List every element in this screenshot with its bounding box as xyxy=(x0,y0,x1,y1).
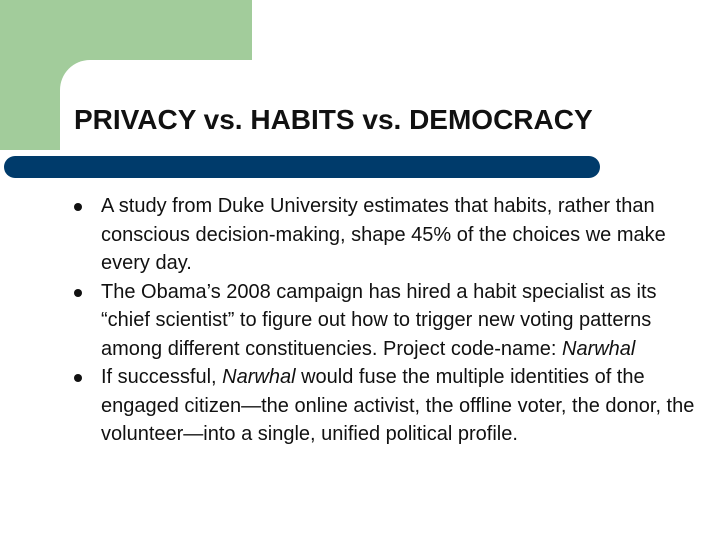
project-codename: Narwhal xyxy=(562,337,636,360)
bullet-text: would fuse the multiple identities of the engaged citizen—the online activist, the offline voter, the donor, the volunteer—into a single, unified political profile. xyxy=(101,366,695,445)
title-underline-bar xyxy=(4,156,600,178)
bullet-item xyxy=(74,278,704,364)
slide-title: PRIVACY vs. HABITS vs. DEMOCRACY xyxy=(74,104,593,135)
bullet-list xyxy=(74,192,704,449)
bullet-item xyxy=(74,363,704,449)
bullet-dot-icon xyxy=(74,374,82,382)
bullet-text: If successful, xyxy=(101,366,223,388)
bullet-text: A study from Duke University estimates that habits, rather than conscious decision-making, shape 45% of the choices we make every day. xyxy=(101,195,666,274)
bullet-text: The Obama’s 2008 campaign has hired a habit specialist as its “chief scientist” to figure out how to trigger new voting patterns among different constituencies. Project code-name: xyxy=(101,280,657,360)
bullet-dot-icon xyxy=(74,289,82,297)
project-codename: Narwhal xyxy=(222,366,296,388)
bullet-item xyxy=(74,192,704,278)
bullet-dot-icon xyxy=(74,203,82,211)
